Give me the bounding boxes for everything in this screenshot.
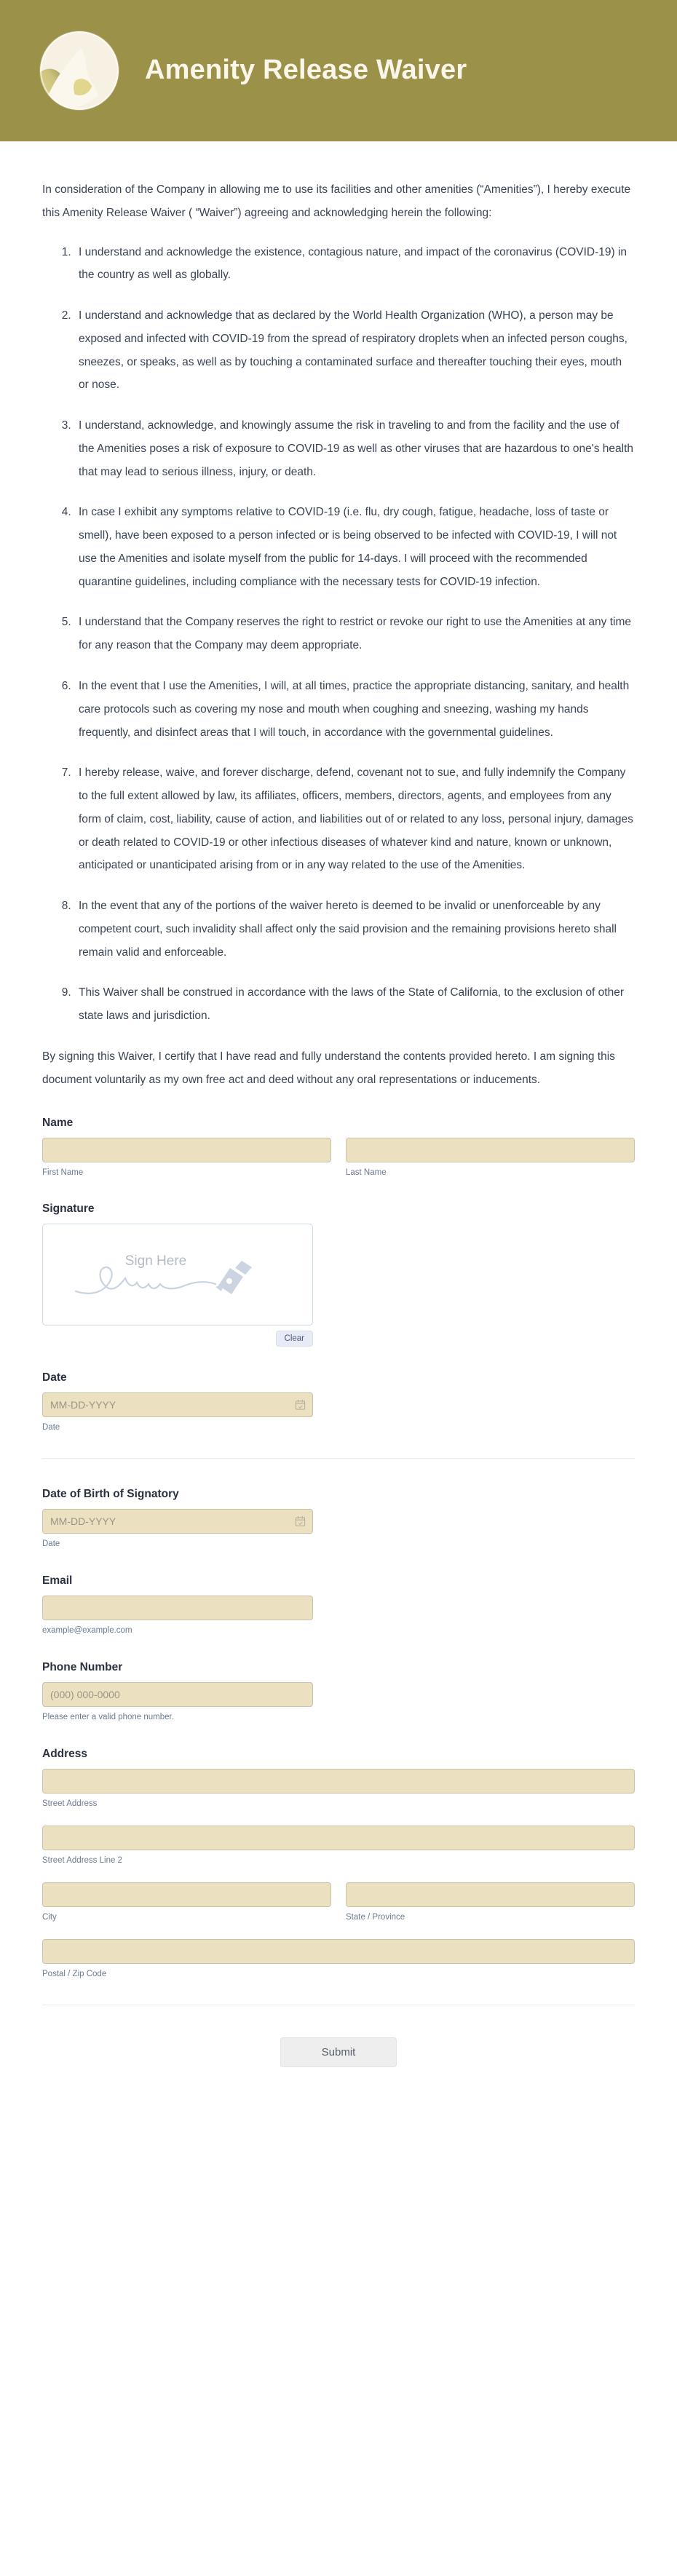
date-of-birth-input[interactable] (42, 1509, 313, 1534)
field-date (42, 1371, 635, 1433)
field-signature (42, 1202, 635, 1347)
field-label-phone-number: Phone Number (42, 1661, 123, 1674)
waiver-clause: 9. This Waiver shall be construed in accordance with the laws of the State of California, to the exclusion of other state laws and jurisdiction. (74, 981, 635, 1028)
woman-profile-logo-icon (40, 31, 119, 110)
street-address-input[interactable] (42, 1769, 635, 1794)
date-input-wrap (42, 1392, 313, 1417)
street-address-sublabel: Street Address (42, 1799, 98, 1809)
waiver-document (0, 142, 677, 1092)
field-label-email: Email (42, 1574, 73, 1588)
section-divider (42, 1458, 635, 1459)
signature-pad[interactable] (42, 1224, 313, 1325)
submit-button[interactable]: Submit (280, 2037, 397, 2067)
city-input[interactable] (42, 1882, 331, 1907)
city-group (42, 1882, 331, 1923)
postal-zip-code-input[interactable] (42, 1939, 635, 1964)
state-group (346, 1882, 635, 1923)
waiver-clause: 2. I understand and acknowledge that as declared by the World Health Organization (WHO), a person may be exposed and infected with COVID-19 from the spread of respiratory droplets when an infected person coughs, sneezes, or speaks, as well as by touching a contaminated surface and thereafter touching their eyes, mouth or nose. (74, 304, 635, 397)
field-phone-number (42, 1661, 635, 1723)
first-name-input[interactable] (42, 1138, 331, 1162)
street-address-group (42, 1769, 635, 1810)
name-row (42, 1138, 635, 1178)
waiver-clause: 6. In the event that I use the Amenities, I will, at all times, practice the appropriate distancing, sanitary, and health care protocols such as covering my nose and mouth when coughing and sneezing, washing my hands frequently, and disinfect areas that I will touch, in accordance with the governmental guidelines. (74, 675, 635, 744)
postal-zip-code-sublabel: Postal / Zip Code (42, 1970, 107, 1978)
date-of-birth-sublabel: Date (42, 1539, 60, 1549)
form-header (0, 0, 677, 142)
waiver-clause: 4. In case I exhibit any symptoms relative to COVID-19 (i.e. flu, dry cough, fatigue, headache, loss of taste or smell), have been exposed to a person infected or is being observed to be infected with COVID-19, I will not use the Amenities and isolate myself from the public for 14-days. I will proceed with the recommended quarantine guidelines, including compliance with the necessary tests for COVID-19 infection. (74, 501, 635, 593)
waiver-clause: 1. I understand and acknowledge the existence, contagious nature, and impact of the coronavirus (COVID-19) in the country as well as globally. (74, 241, 635, 288)
page-title: Amenity Release Waiver (145, 55, 467, 86)
field-label-signature: Signature (42, 1202, 95, 1216)
field-label-address: Address (42, 1748, 88, 1761)
submit-area (42, 2005, 635, 2111)
street-address-line2-input[interactable] (42, 1826, 635, 1850)
waiver-clause: 3. I understand, acknowledge, and knowingly assume the risk in traveling to and from the facility and the use of the Amenities poses a risk of exposure to COVID-19 as well as other viruses that are hazardous to one's health that may lead to serious illness, injury, or death. (74, 414, 635, 483)
phone-number-sublabel: Please enter a valid phone number. (42, 1713, 174, 1722)
sign-here-watermark (68, 1243, 287, 1309)
waiver-form (0, 1092, 677, 2111)
state-province-sublabel: State / Province (346, 1913, 405, 1922)
field-label-date-of-birth: Date of Birth of Signatory (42, 1488, 179, 1501)
waiver-clause-list (42, 241, 635, 1028)
waiver-clause: 8. In the event that any of the portions of the waiver hereto is deemed to be invalid or unenforceable by any competent court, such invalidity shall affect only the said provision and the remaining provisions hereto shall remain valid and enforceable. (74, 895, 635, 964)
svg-text:Sign Here: Sign Here (124, 1253, 187, 1269)
waiver-clause: 5. I understand that the Company reserves the right to restrict or revoke our right to use the Amenities at any time for any reason that the Company may deem appropriate. (74, 611, 635, 657)
field-address (42, 1748, 635, 1980)
waiver-clause: 7. I hereby release, waive, and forever discharge, defend, covenant not to sue, and fully indemnify the Company to the full extent allowed by law, its affiliates, officers, members, directors, agents, and employees from any form of claim, cost, liability, cause of action, and liabilities out of or related to any loss, personal injury, damages or death related to COVID-19 or other infectious diseases of whatever kind and nature, known or unknown, anticipated or unanticipated arising from or in any way related to the use of the Amenities. (74, 761, 635, 877)
date-sublabel: Date (42, 1423, 60, 1432)
field-label-date: Date (42, 1371, 67, 1384)
postal-group (42, 1939, 635, 1980)
clear-signature-button[interactable]: Clear (276, 1331, 313, 1347)
street-address-line2-group (42, 1826, 635, 1866)
street-address-line2-sublabel: Street Address Line 2 (42, 1856, 122, 1866)
field-date-of-birth (42, 1488, 635, 1550)
date-input[interactable] (42, 1392, 313, 1417)
field-name (42, 1117, 635, 1178)
dob-input-wrap (42, 1509, 313, 1534)
phone-input-wrap (42, 1682, 313, 1707)
field-email (42, 1574, 635, 1636)
phone-number-input[interactable] (42, 1682, 313, 1707)
email-sublabel: example@example.com (42, 1626, 132, 1636)
first-name-sublabel: First Name (42, 1168, 84, 1177)
closing-paragraph: By signing this Waiver, I certify that I have read and fully understand the contents provided hereto. I am signing this document voluntarily as my own free act and deed without any oral representations or inducements. (42, 1050, 615, 1086)
city-sublabel: City (42, 1913, 57, 1922)
last-name-group (346, 1138, 635, 1178)
first-name-group (42, 1138, 331, 1178)
city-state-row (42, 1882, 635, 1923)
last-name-sublabel: Last Name (346, 1168, 387, 1177)
intro-paragraph: In consideration of the Company in allowing me to use its facilities and other amenities (“Amenities”), I hereby execute this Amenity Release Waiver ( “Waiver”) agreeing and acknowledging herein the following: (42, 183, 631, 219)
last-name-input[interactable] (346, 1138, 635, 1162)
field-label-name: Name (42, 1116, 74, 1129)
signature-actions (42, 1331, 313, 1347)
state-province-input[interactable] (346, 1882, 635, 1907)
email-input-wrap (42, 1596, 313, 1620)
email-input[interactable] (42, 1596, 313, 1620)
